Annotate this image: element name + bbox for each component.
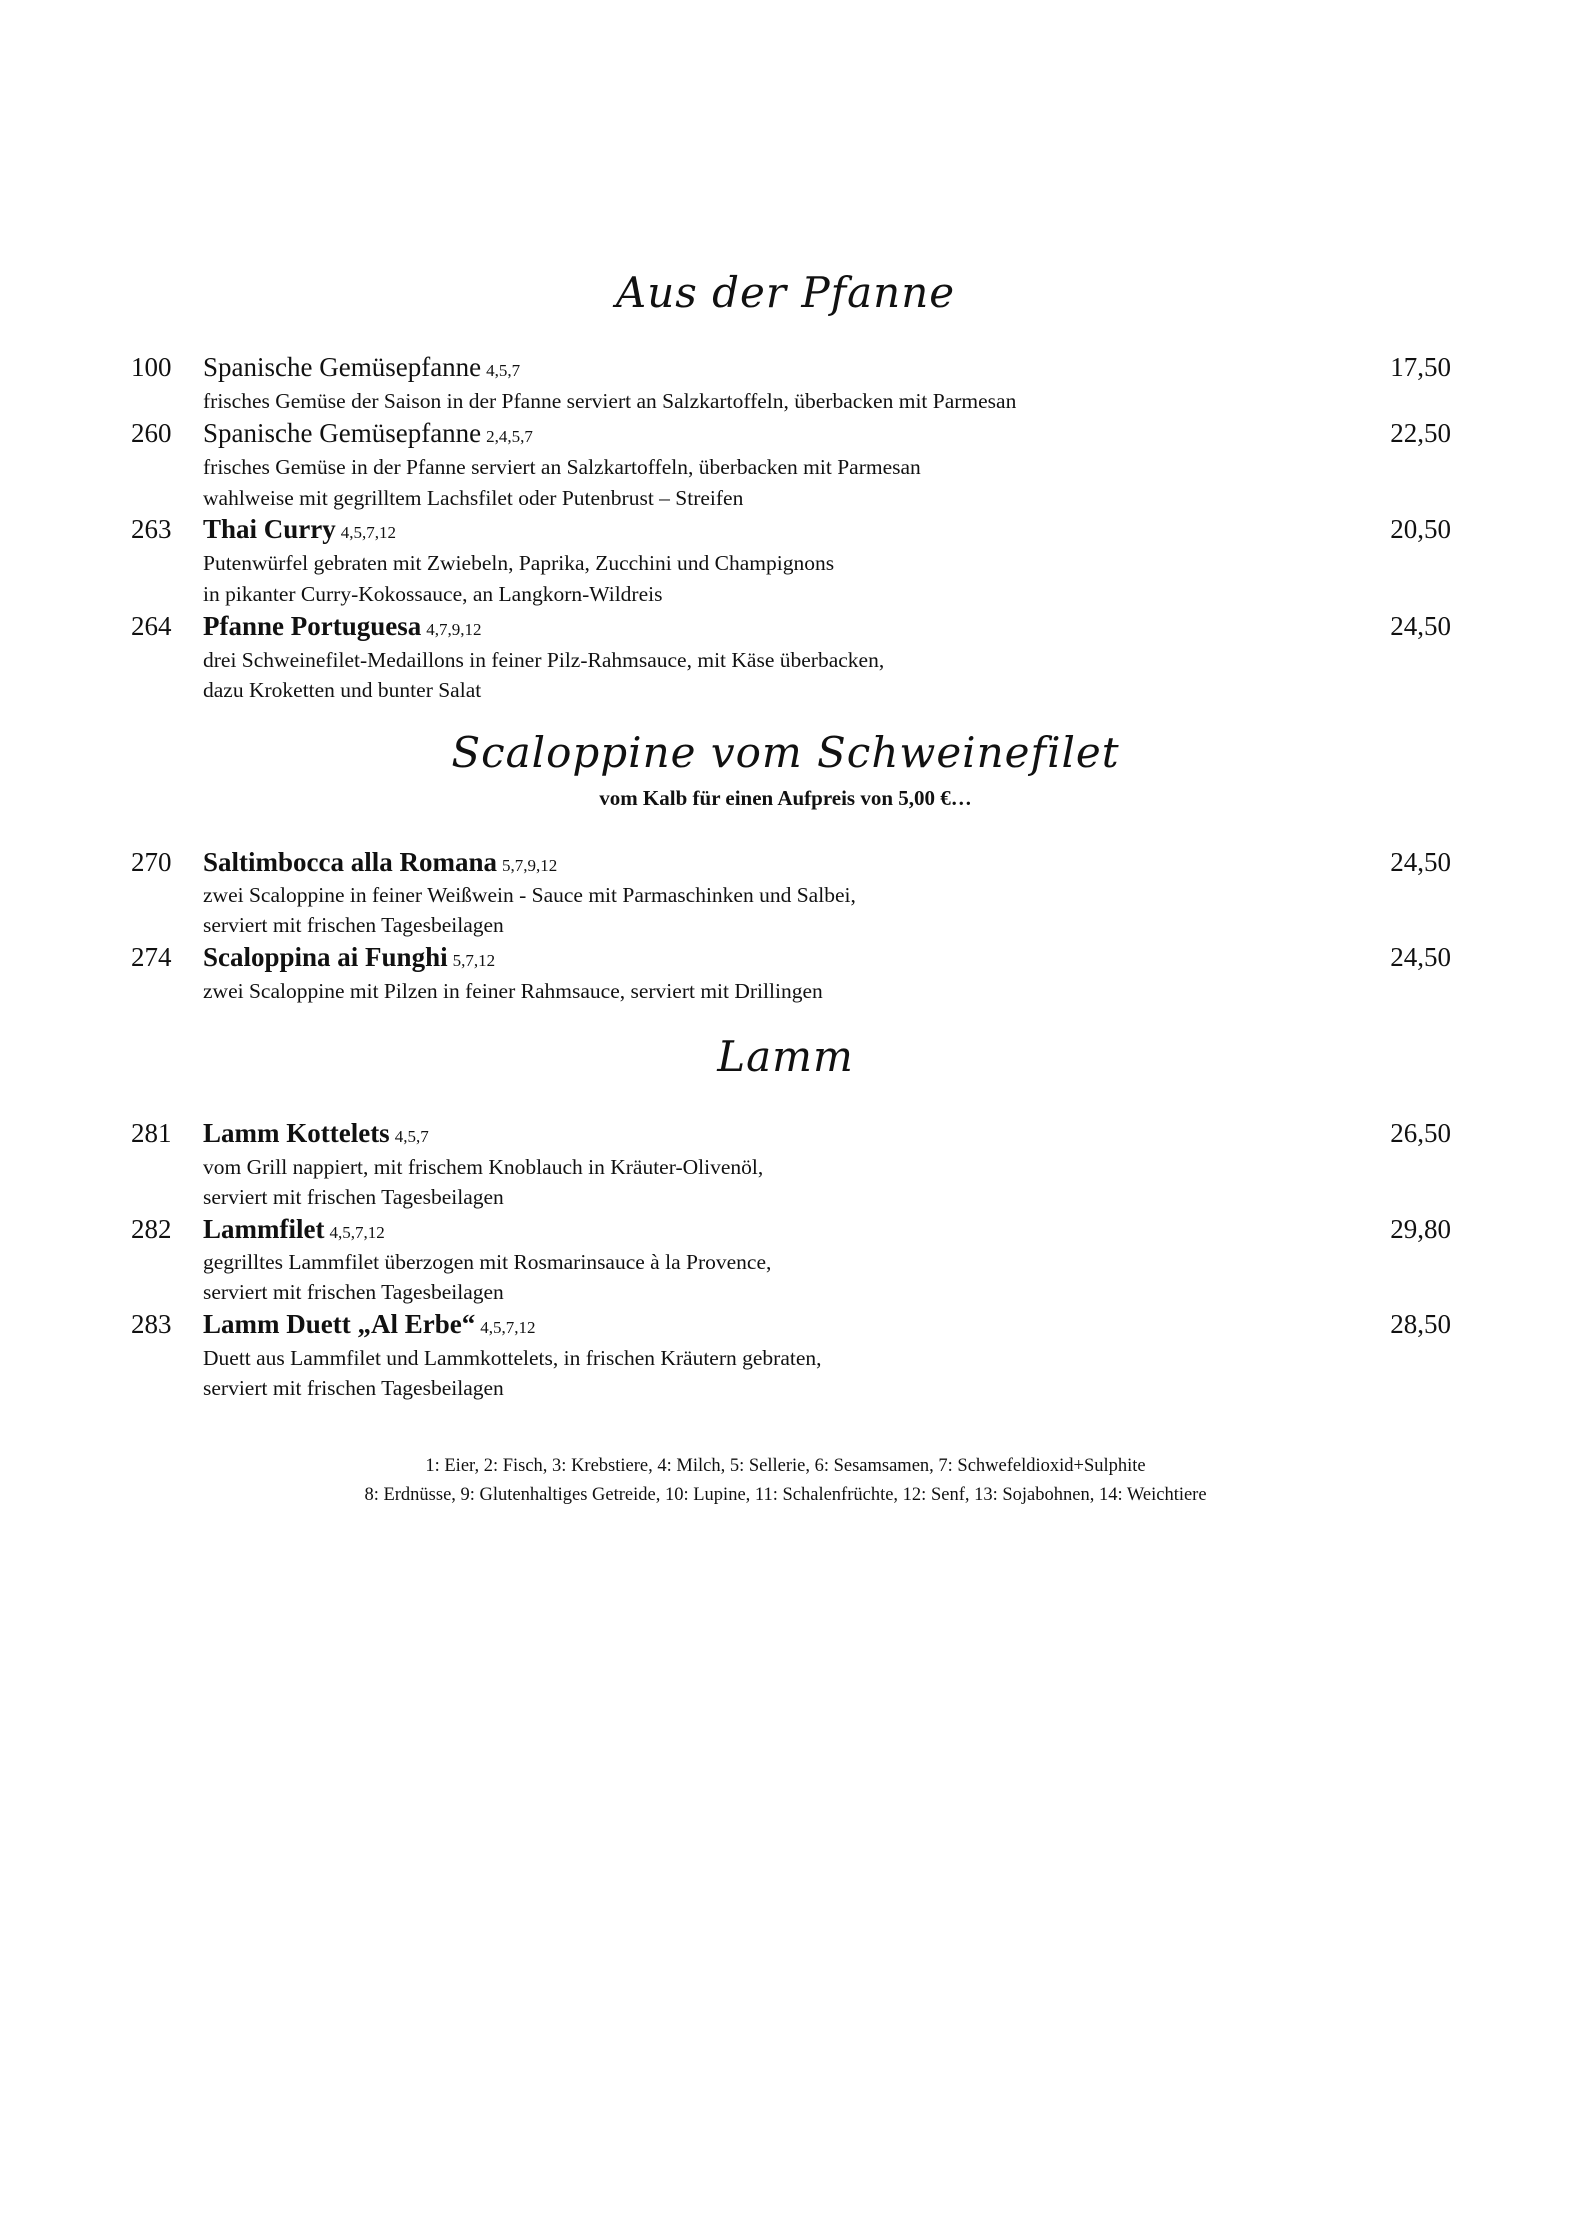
item-number: 283 — [131, 1309, 172, 1339]
item-price: 20,50 — [1390, 514, 1451, 544]
item-allergens: 5,7,12 — [452, 951, 496, 970]
item-number: 100 — [131, 352, 172, 382]
menu-item-270 — [0, 847, 1571, 881]
allergen-legend-line-1: 1: Eier, 2: Fisch, 3: Krebstiere, 4: Milch, 5: Sellerie, 6: Sesamsamen, 7: Schwefeldioxid+Sulphite — [425, 1456, 1146, 1476]
item-name: Lamm Kottelets 4,5,7 — [203, 1118, 429, 1148]
item-price: 28,50 — [1390, 1309, 1451, 1339]
item-description: frisches Gemüse in der Pfanne serviert an Salzkartoffeln, überbacken mit Parmesan — [203, 455, 921, 479]
item-allergens: 4,5,7,12 — [329, 1223, 385, 1242]
item-name: Scaloppina ai Funghi 5,7,12 — [203, 942, 496, 972]
item-description: Duett aus Lammfilet und Lammkottelets, in frischen Kräutern gebraten, — [203, 1346, 822, 1370]
item-price: 24,50 — [1390, 611, 1451, 641]
allergen-legend-line-2: 8: Erdnüsse, 9: Glutenhaltiges Getreide, 10: Lupine, 11: Schalenfrüchte, 12: Senf, 13: Sojabohnen, 14: Weichtiere — [364, 1485, 1207, 1505]
item-number: 281 — [131, 1118, 172, 1148]
item-allergens: 4,5,7 — [394, 1127, 429, 1146]
menu-item-274 — [0, 942, 1571, 976]
item-description: frisches Gemüse der Saison in der Pfanne serviert an Salzkartoffeln, überbacken mit Parmesan — [203, 389, 1017, 413]
item-number: 260 — [131, 418, 172, 448]
item-price: 29,80 — [1390, 1214, 1451, 1244]
item-allergens: 4,5,7,12 — [340, 523, 397, 542]
section-subtitle: vom Kalb für einen Aufpreis von 5,00 €… — [599, 786, 972, 810]
item-price: 24,50 — [1390, 942, 1451, 972]
item-allergens: 4,5,7 — [486, 361, 521, 380]
section-title-lamm: Lamm — [717, 1032, 854, 1081]
item-description: Putenwürfel gebraten mit Zwiebeln, Paprika, Zucchini und Champignons — [203, 551, 835, 575]
item-number: 263 — [131, 514, 172, 544]
item-description: vom Grill nappiert, mit frischem Knoblauch in Kräuter-Olivenöl, — [203, 1155, 764, 1179]
menu-item-281 — [0, 1118, 1571, 1152]
section-title-scaloppine: Scaloppine vom Schweinefilet — [451, 728, 1120, 777]
menu-item-100 — [0, 352, 1571, 386]
item-description: serviert mit frischen Tagesbeilagen — [203, 1185, 504, 1209]
item-price: 17,50 — [1390, 352, 1451, 382]
item-description: zwei Scaloppine mit Pilzen in feiner Rahmsauce, serviert mit Drillingen — [203, 979, 823, 1003]
item-price: 24,50 — [1390, 847, 1451, 877]
item-description: gegrilltes Lammfilet überzogen mit Rosmarinsauce à la Provence, — [203, 1250, 772, 1274]
item-number: 274 — [131, 942, 172, 972]
menu-item-283 — [0, 1309, 1571, 1343]
item-name: Lamm Duett „Al Erbe“ 4,5,7,12 — [203, 1309, 536, 1339]
item-description: serviert mit frischen Tagesbeilagen — [203, 1280, 504, 1304]
menu-item-264 — [0, 611, 1571, 645]
item-allergens: 4,7,9,12 — [426, 620, 482, 639]
item-description: dazu Kroketten und bunter Salat — [203, 678, 482, 702]
item-name: Spanische Gemüsepfanne 4,5,7 — [203, 352, 521, 382]
item-number: 270 — [131, 847, 172, 877]
item-number: 282 — [131, 1214, 172, 1244]
item-description: serviert mit frischen Tagesbeilagen — [203, 913, 504, 937]
menu-item-263 — [0, 514, 1571, 548]
item-allergens: 5,7,9,12 — [502, 856, 558, 875]
item-name: Thai Curry 4,5,7,12 — [203, 514, 397, 544]
section-title-aus-der-pfanne: Aus der Pfanne — [615, 268, 956, 317]
item-description: serviert mit frischen Tagesbeilagen — [203, 1376, 504, 1400]
item-allergens: 2,4,5,7 — [486, 427, 533, 446]
item-price: 26,50 — [1390, 1118, 1451, 1148]
item-name: Spanische Gemüsepfanne 2,4,5,7 — [203, 418, 533, 448]
menu-item-282 — [0, 1214, 1571, 1248]
item-description: wahlweise mit gegrilltem Lachsfilet oder Putenbrust – Streifen — [203, 486, 744, 510]
item-description: zwei Scaloppine in feiner Weißwein - Sauce mit Parmaschinken und Salbei, — [203, 883, 856, 907]
menu-item-260 — [0, 418, 1571, 452]
item-description: in pikanter Curry-Kokossauce, an Langkorn-Wildreis — [203, 582, 663, 606]
item-name: Lammfilet 4,5,7,12 — [203, 1214, 385, 1244]
item-name: Pfanne Portuguesa 4,7,9,12 — [203, 611, 482, 641]
item-number: 264 — [131, 611, 172, 641]
item-allergens: 4,5,7,12 — [480, 1318, 536, 1337]
item-price: 22,50 — [1390, 418, 1451, 448]
item-name: Saltimbocca alla Romana 5,7,9,12 — [203, 847, 558, 877]
item-description: drei Schweinefilet-Medaillons in feiner Pilz-Rahmsauce, mit Käse überbacken, — [203, 648, 885, 672]
